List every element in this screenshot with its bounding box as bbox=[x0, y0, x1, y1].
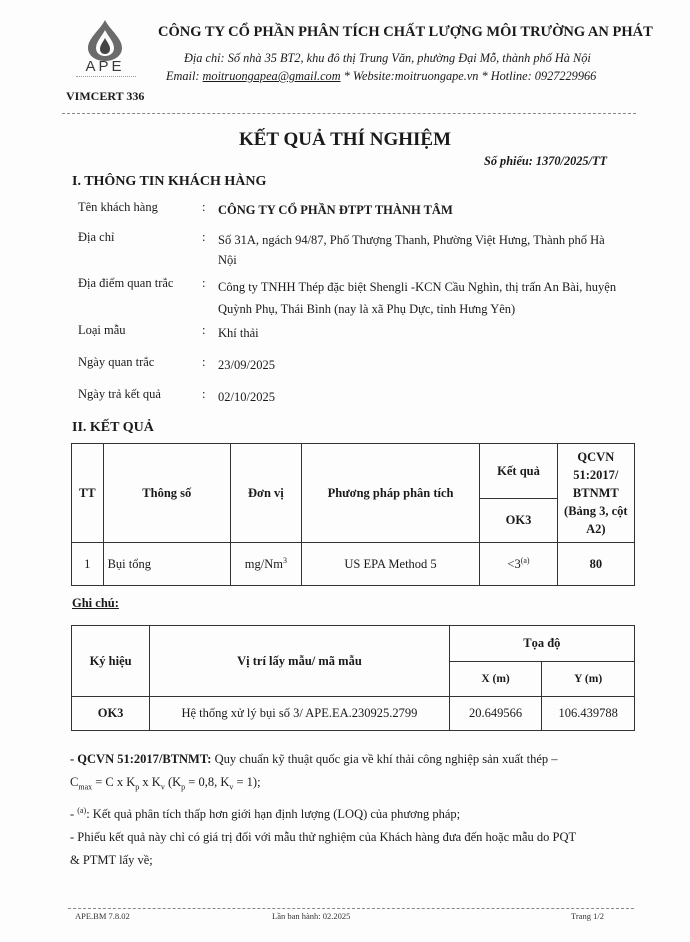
info-colon: : bbox=[202, 323, 206, 337]
unit-superscript: 3 bbox=[282, 555, 287, 565]
header-result: Kết quả bbox=[480, 444, 557, 499]
cell-method: US EPA Method 5 bbox=[301, 543, 480, 586]
ticket-number: Số phiếu: 1370/2025/TT bbox=[484, 154, 607, 168]
footer-divider bbox=[68, 908, 634, 909]
info-value: CÔNG TY CỔ PHẦN ĐTPT THÀNH TÂM bbox=[218, 203, 453, 217]
cell-parameter: Bụi tổng bbox=[103, 543, 230, 586]
header-method: Phương pháp phân tích bbox=[301, 444, 480, 543]
header-y: Y (m) bbox=[542, 662, 635, 697]
footer-issue: Lần ban hành: 02.2025 bbox=[272, 911, 351, 921]
info-value: Số 31A, ngách 94/87, Phố Thượng Thanh, Phường Việt Hưng, Thành phố Hà Nội bbox=[218, 233, 605, 267]
header-unit: Đơn vị bbox=[230, 444, 301, 543]
table-row bbox=[72, 697, 635, 731]
email-link[interactable]: moitruongapea@gmail.com bbox=[202, 69, 341, 83]
cell-tt: 1 bbox=[72, 543, 104, 586]
header-x: X (m) bbox=[449, 662, 542, 697]
document-title: KẾT QUẢ THÍ NGHIỆM bbox=[238, 129, 452, 150]
company-address: Địa chỉ: Số nhà 35 BT2, khu đô thị Trung Văn, phường Đại Mỗ, thành phố Hà Nội bbox=[184, 51, 591, 65]
table-row bbox=[72, 543, 635, 586]
info-value: Khí thải bbox=[218, 326, 259, 340]
website-hotline: * Website:moitruongape.vn * Hotline: 0927229966 bbox=[340, 69, 597, 83]
header-divider bbox=[62, 113, 636, 114]
note-formula: $C_{max} = C$ x $K_p$ x $K_v$ ($K_p = 0,8$, $K_v = 1$); bbox=[70, 775, 261, 792]
header-tt: TT bbox=[72, 444, 104, 543]
cell-code: OK3 bbox=[72, 697, 150, 731]
company-name: CÔNG TY CỔ PHẦN PHÂN TÍCH CHẤT LƯỢNG MÔI TRƯỜNG AN PHÁT bbox=[158, 24, 653, 40]
certificate-number: VIMCERT 336 bbox=[66, 89, 145, 103]
note-validity-line1: - Phiếu kết quả này chỉ có giá trị đối với mẫu thử nghiệm của Khách hàng đưa đến hoặc mẫu do PQT bbox=[70, 829, 577, 844]
info-label: Loại mẫu bbox=[78, 323, 126, 337]
result-footnote-mark: (a) bbox=[520, 555, 530, 565]
cell-location: Hệ thống xử lý bụi số 3/ APE.EA.230925.2799 bbox=[150, 697, 450, 731]
sampling-location-table bbox=[71, 625, 635, 731]
info-colon: : bbox=[202, 200, 206, 214]
footer-form-code: APE.BM 7.8.02 bbox=[75, 911, 130, 921]
info-value: 23/09/2025 bbox=[218, 358, 275, 372]
header-result-sample: OK3 bbox=[480, 499, 557, 543]
info-colon: : bbox=[202, 276, 206, 290]
note-footnote-a bbox=[70, 799, 640, 826]
section-results-heading: II. KẾT QUẢ bbox=[72, 420, 154, 435]
note-qcvn-label: - QCVN 51:2017/BTNMT: bbox=[70, 752, 212, 766]
footer-page-number: Trang 1/2 bbox=[571, 911, 604, 921]
info-value: Công ty TNHH Thép đặc biệt Shengli -KCN Cầu Nghìn, thị trấn An Bài, huyện Quỳnh Phụ, Thái Bình (nay là xã Phụ Dực, tỉnh Hưng Yên) bbox=[218, 280, 617, 316]
header-code: Ký hiệu bbox=[72, 626, 150, 697]
notes-heading: Ghi chú: bbox=[72, 596, 119, 610]
header-standard: QCVN 51:2017/ BTNMT (Bảng 3, cột A2) bbox=[557, 444, 634, 543]
cell-unit bbox=[230, 543, 301, 586]
cell-x: 20.649566 bbox=[449, 697, 542, 731]
info-value: 02/10/2025 bbox=[218, 390, 275, 404]
cell-y: 106.439788 bbox=[542, 697, 635, 731]
logo-text: APE bbox=[85, 58, 125, 75]
logo-tagline bbox=[76, 76, 136, 80]
note-footnote-text: : Kết quả phân tích thấp hơn giới hạn định lượng (LOQ) của phương pháp; bbox=[86, 806, 461, 821]
notes-block bbox=[70, 748, 640, 872]
section-customer-info-heading: I. THÔNG TIN KHÁCH HÀNG bbox=[72, 174, 267, 189]
note-qcvn bbox=[70, 748, 640, 771]
info-label: Địa chỉ bbox=[78, 230, 115, 244]
result-value: <3 bbox=[507, 557, 521, 572]
note-footnote-mark: (a) bbox=[77, 805, 87, 815]
info-colon: : bbox=[202, 230, 206, 244]
header-location: Vị trí lấy mẫu/ mã mẫu bbox=[150, 626, 450, 697]
info-colon: : bbox=[202, 355, 206, 369]
company-contact bbox=[166, 69, 596, 84]
note-qcvn-text: Quy chuẩn kỹ thuật quốc gia về khí thải công nghiệp sản xuất thép – bbox=[211, 752, 558, 766]
info-label: Ngày trả kết quả bbox=[78, 387, 161, 401]
cell-result bbox=[480, 543, 557, 586]
header-coordinates: Tọa độ bbox=[449, 626, 634, 662]
note-prefix: - bbox=[70, 806, 78, 821]
note-validity-line2: & PTMT lấy về; bbox=[70, 852, 153, 867]
header-parameter: Thông số bbox=[103, 444, 230, 543]
info-label: Địa điểm quan trắc bbox=[78, 276, 174, 290]
info-label: Tên khách hàng bbox=[78, 200, 158, 214]
results-table bbox=[71, 443, 635, 586]
info-label: Ngày quan trắc bbox=[78, 355, 155, 369]
unit-text: mg/Nm bbox=[244, 557, 283, 572]
cell-standard: 80 bbox=[557, 543, 634, 586]
email-label: Email: bbox=[166, 69, 203, 83]
info-colon: : bbox=[202, 387, 206, 401]
